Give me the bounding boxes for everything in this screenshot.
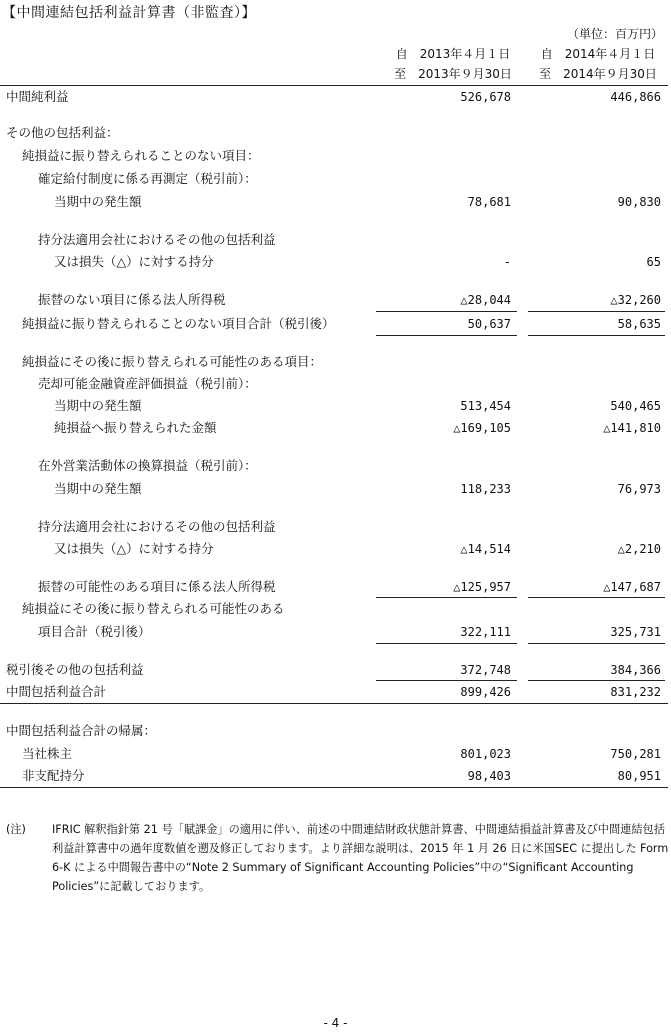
row-label: 又は損失（△）に対する持分 <box>54 541 214 556</box>
section-end-rule <box>0 787 668 788</box>
subtotal-rule <box>528 311 665 312</box>
row-label: 在外営業活動体の換算損益（税引前）： <box>38 458 257 473</box>
value-2014: △32,260 <box>610 293 661 307</box>
table-row <box>0 396 671 416</box>
row-label: 振替の可能性のある項目に係る法人所得税 <box>38 579 276 594</box>
subtotal-rule <box>376 335 517 336</box>
table-row <box>0 123 671 143</box>
value-2013: 322,111 <box>460 625 511 639</box>
row-label: 当期中の発生額 <box>54 481 142 496</box>
row-label: 純損益に振り替えられることのない項目： <box>22 148 260 163</box>
subtotal-rule <box>528 643 665 644</box>
row-label: 当期中の発生額 <box>54 194 142 209</box>
column-header-2014-to: 至 2014年９月30日 <box>539 67 657 81</box>
table-row <box>0 87 671 107</box>
table-row <box>0 456 671 476</box>
table-row <box>0 577 671 597</box>
value-2013: 98,403 <box>467 769 511 783</box>
table-row <box>0 230 671 250</box>
value-2013: 801,023 <box>460 747 511 761</box>
row-label: 又は損失（△）に対する持分 <box>54 254 214 269</box>
value-2014: 76,973 <box>617 482 661 496</box>
row-label: 中間包括利益合計 <box>6 684 107 699</box>
row-label: 純損益にその後に振り替えられる可能性のある項目： <box>22 354 323 369</box>
table-row <box>0 622 671 642</box>
row-label: 純損益へ振り替えられた金額 <box>54 420 217 435</box>
value-2013: 526,678 <box>460 90 511 104</box>
footnote-marker: (注) <box>6 823 26 836</box>
table-row <box>0 721 671 741</box>
header-rule <box>0 85 668 86</box>
value-2014: △141,810 <box>603 421 661 435</box>
value-2014: 65 <box>646 255 661 269</box>
table-row <box>0 352 671 372</box>
subtotal-rule <box>376 643 517 644</box>
value-2014: 90,830 <box>617 195 661 209</box>
column-header-2014-from: 自 2014年４月１日 <box>540 47 656 61</box>
value-2014: 325,731 <box>610 625 661 639</box>
subtotal-rule <box>528 680 665 681</box>
column-header-2013-from: 自 2013年４月１日 <box>395 47 511 61</box>
value-2014: 58,635 <box>617 317 661 331</box>
footnote-text: IFRIC 解釈指針第 21 号「賦課金」の適用に伴い、前述の中間連結財政状態計算書、中間連結損益計算書及び中間連結包括利益計算書中の過年度数値を遡及修正しております。より詳細な説明は、2015 年 1 月 26 日に米国SEC に提出した Form 6-K による中間報告書中の“Note 2 Summary of Significant Accounting Policies”中の“Significant Accounting Policies”に記載しております。 <box>52 823 669 893</box>
value-2013: 118,233 <box>460 482 511 496</box>
value-2014: 446,866 <box>610 90 661 104</box>
table-row <box>0 517 671 537</box>
table-row <box>0 252 671 272</box>
value-2013: 50,637 <box>467 317 511 331</box>
row-label: 非支配持分 <box>22 768 85 783</box>
value-2014: △2,210 <box>617 542 661 556</box>
page-title: 【中間連結包括利益計算書（非監査）】 <box>2 5 256 21</box>
table-row <box>0 290 671 310</box>
table-row <box>0 314 671 334</box>
subtotal-rule <box>376 311 517 312</box>
subtotal-rule <box>376 680 517 681</box>
value-2013: 513,454 <box>460 399 511 413</box>
total-rule <box>0 703 668 704</box>
row-label: 売却可能金融資産評価損益（税引前）： <box>38 376 257 391</box>
table-row <box>0 539 671 559</box>
subtotal-rule <box>376 597 517 598</box>
subtotal-rule <box>528 335 665 336</box>
column-header-2013-to: 至 2013年９月30日 <box>394 67 512 81</box>
unit-label: （単位：百万円） <box>566 27 663 41</box>
value-2013: △169,105 <box>453 421 511 435</box>
column-header-2014 <box>533 44 663 84</box>
table-row <box>0 660 671 680</box>
row-label: 持分法適用会社におけるその他の包括利益 <box>38 232 276 247</box>
table-row <box>0 374 671 394</box>
row-label: 項目合計（税引後） <box>38 624 151 639</box>
value-2014: 80,951 <box>617 769 661 783</box>
row-label: 当期中の発生額 <box>54 398 142 413</box>
table-row <box>0 418 671 438</box>
row-label: 純損益に振り替えられることのない項目合計（税引後） <box>22 316 335 331</box>
table-row <box>0 744 671 764</box>
value-2013: △125,957 <box>453 580 511 594</box>
row-label: 確定給付制度に係る再測定（税引前）： <box>38 171 257 186</box>
table-row <box>0 766 671 786</box>
value-2013: △28,044 <box>460 293 511 307</box>
row-label: 中間純利益 <box>6 89 69 104</box>
value-2013: 899,426 <box>460 685 511 699</box>
value-2014: 540,465 <box>610 399 661 413</box>
value-2013: 78,681 <box>467 195 511 209</box>
row-label: 振替のない項目に係る法人所得税 <box>38 292 226 307</box>
subtotal-rule <box>528 597 665 598</box>
value-2014: △147,687 <box>603 580 661 594</box>
row-label: 純損益にその後に振り替えられる可能性のある <box>22 601 285 616</box>
value-2014: 384,366 <box>610 663 661 677</box>
row-label: 中間包括利益合計の帰属： <box>6 723 157 738</box>
table-row <box>0 682 671 702</box>
page-number: - 4 - <box>323 1016 348 1030</box>
row-label: 当社株主 <box>22 746 73 761</box>
row-label: 持分法適用会社におけるその他の包括利益 <box>38 519 276 534</box>
value-2013: 372,748 <box>460 663 511 677</box>
table-row <box>0 479 671 499</box>
row-label: その他の包括利益： <box>6 125 119 140</box>
value-2014: 831,232 <box>610 685 661 699</box>
value-2013: △14,514 <box>460 542 511 556</box>
table-row <box>0 146 671 166</box>
table-row <box>0 192 671 212</box>
row-label: 税引後その他の包括利益 <box>6 662 144 677</box>
table-row <box>0 599 671 619</box>
table-row <box>0 169 671 189</box>
value-2013: - <box>503 255 511 269</box>
column-header-2013 <box>388 44 518 84</box>
value-2014: 750,281 <box>610 747 661 761</box>
